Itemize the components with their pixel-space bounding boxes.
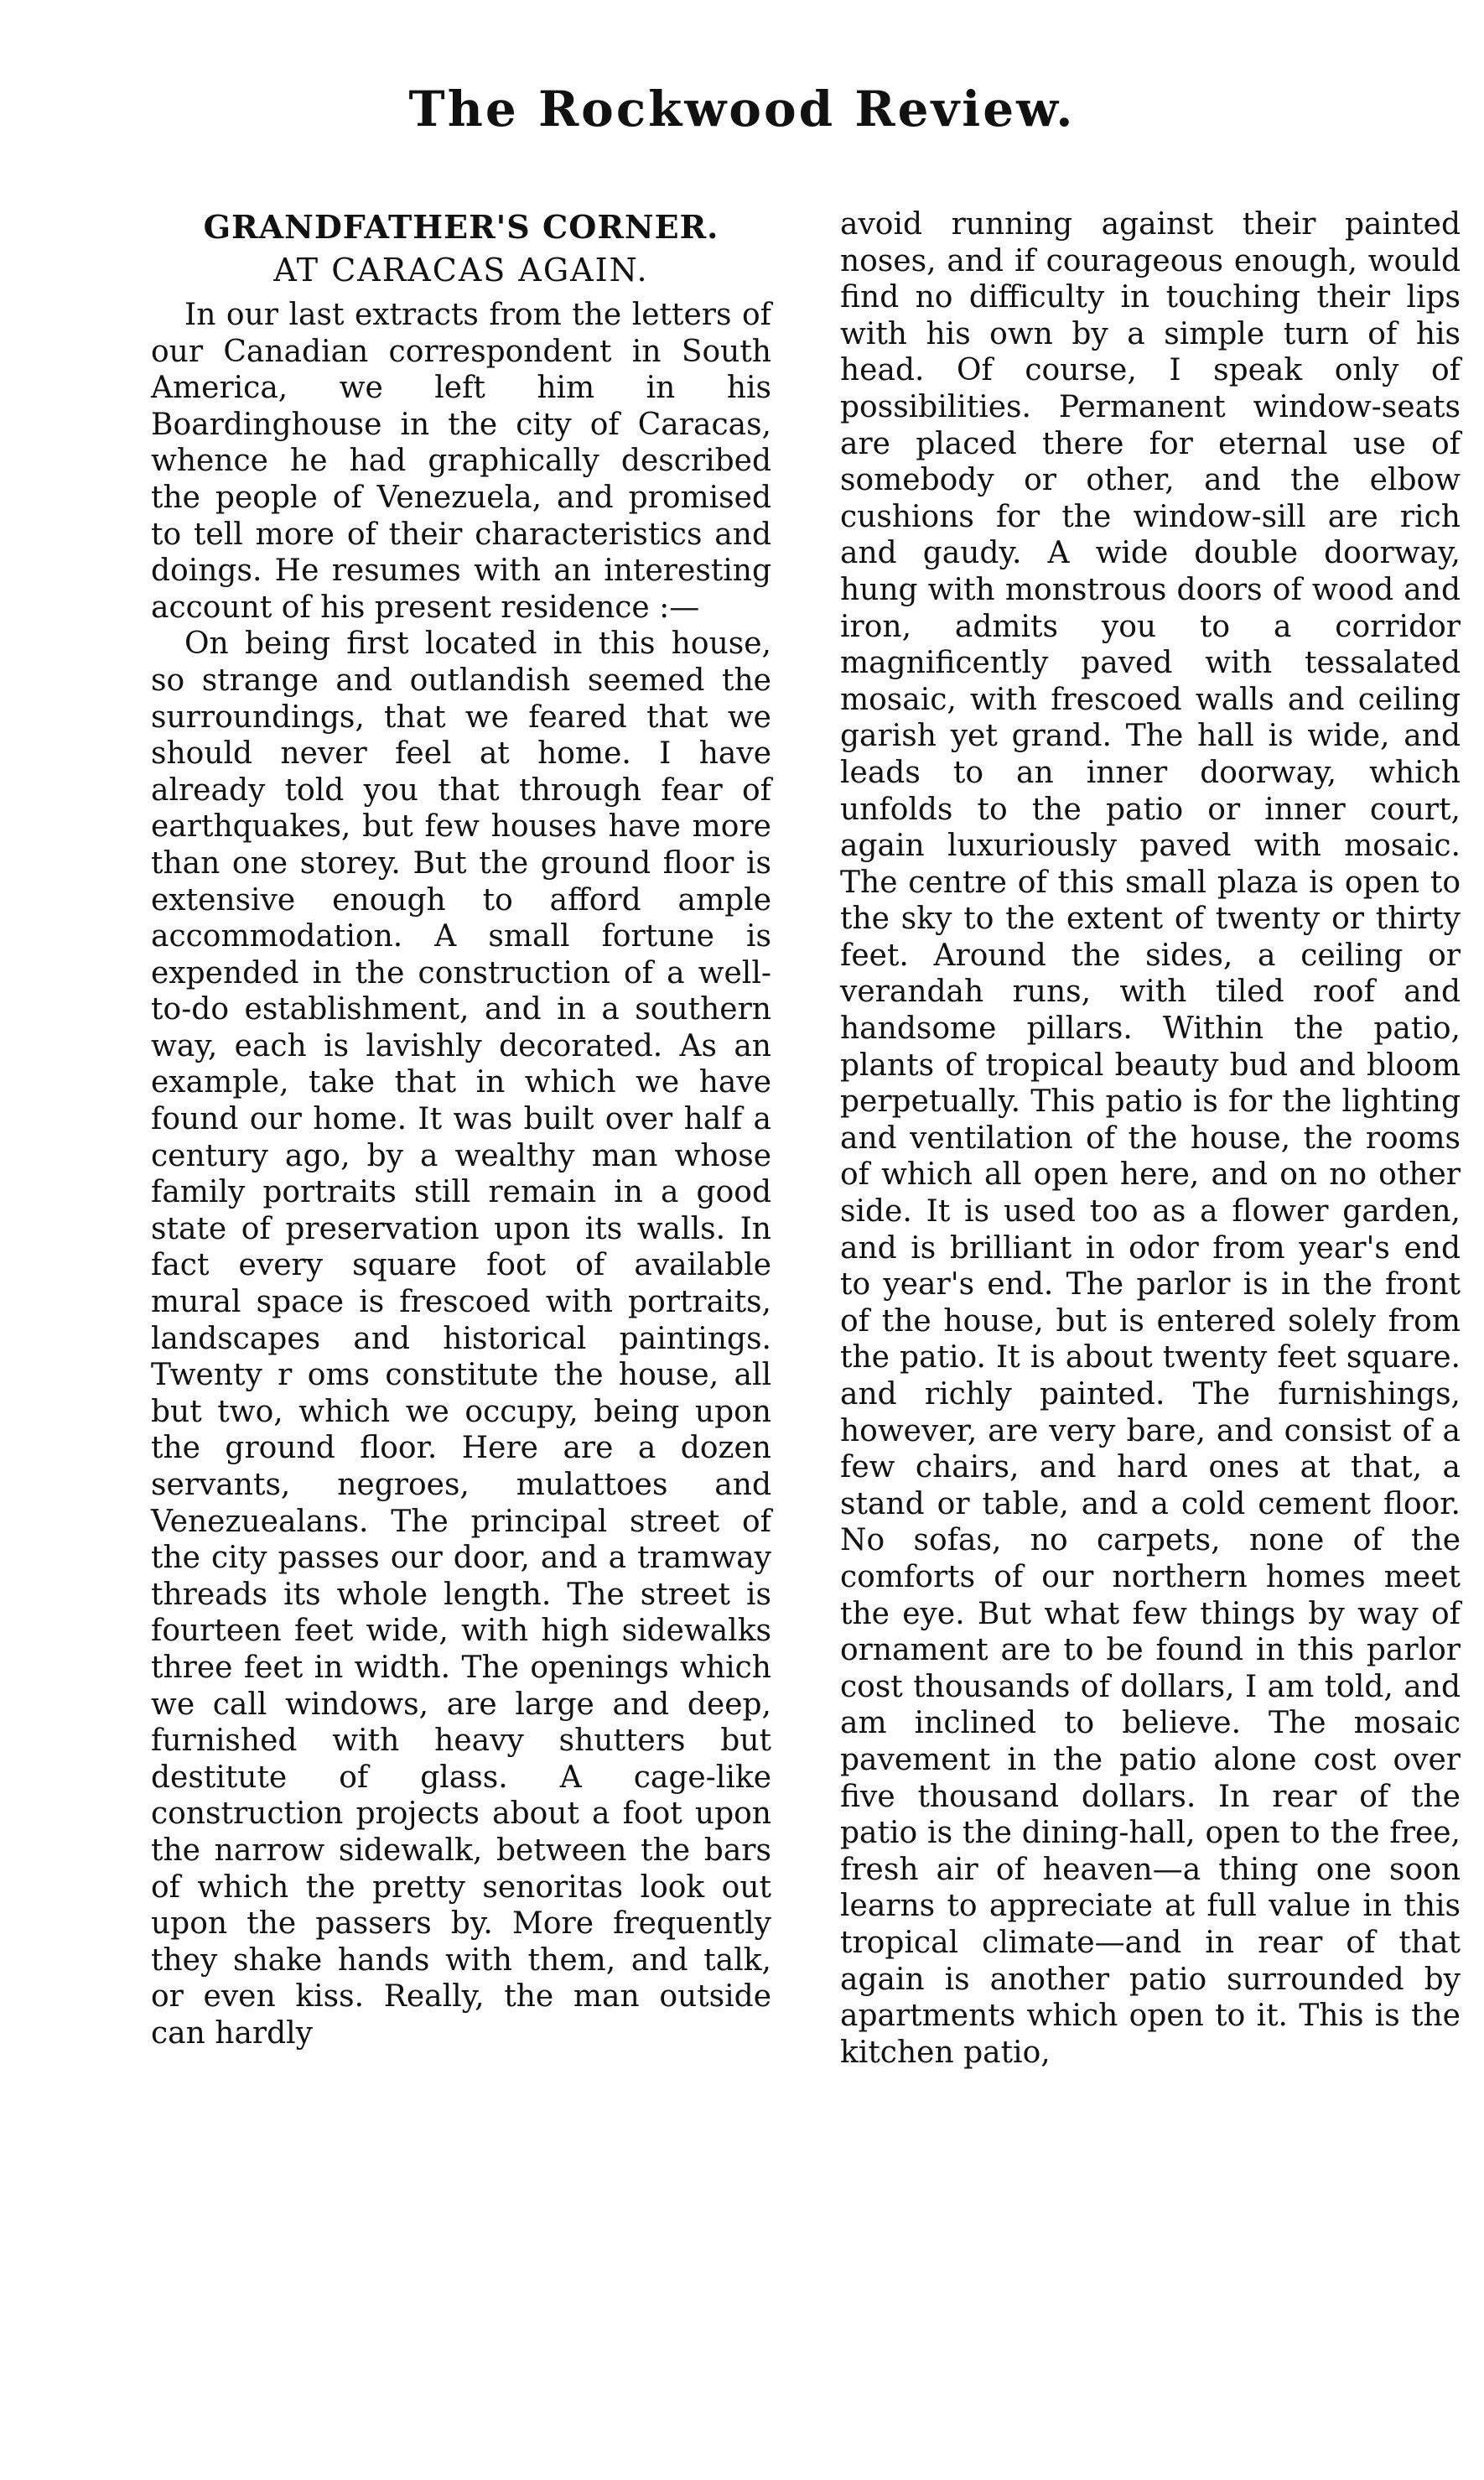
right-column <box>840 206 1461 2071</box>
article-subtitle: AT CARACAS AGAIN. <box>273 252 649 289</box>
section-title: GRANDFATHER'S CORNER. <box>203 208 719 246</box>
intro-paragraph: In our last extracts from the letters of our Canadian correspondent in South America, we left him in his Boardinghouse in the city of Caracas, whence he had graphically described the people of Venezuela, and promised to tell more of their characteristics and doings. He resumes with an interesting account of his present residence :— <box>151 298 771 625</box>
continuation-paragraph: avoid running against their painted noses, and if courageous enough, would find no difficulty in touching their lips with his own by a simple turn of his head. Of course, I speak only of possibilities. Permanent window-seats are placed there for eternal use of somebody or other, and the elbow cushions for the window-sill are rich and gaudy. A wide double doorway, hung with monstrous doors of wood and iron, admits you to a corridor magnificently paved with tessalated mosaic, with frescoed walls and ceiling garish yet grand. The hall is wide, and leads to an inner doorway, which unfolds to the patio or inner court, again luxuriously paved with mosaic. The centre of this small plaza is open to the sky to the extent of twenty or thirty feet. Around the sides, a ceiling or verandah runs, with tiled roof and handsome pillars. Within the patio, plants of tropical beauty bud and bloom perpetually. This patio is for the lighting and ventilation of the house, the rooms of which all open here, and on no other side. It is used too as a flower garden, and is brilliant in odor from year's end to year's end. The parlor is in the front of the house, but is entered solely from the patio. It is about twenty feet square. and richly painted. The furnishings, however, are very bare, and consist of a few chairs, and hard ones at that, a stand or table, and a cold cement floor. No sofas, no carpets, none of the comforts of our northern homes meet the eye. But what few things by way of ornament are to be found in this parlor cost thousands of dollars, I am told, and am inclined to believe. The mosaic pavement in the patio alone cost over five thousand dollars. In rear of the patio is the dining-hall, open to the free, fresh air of heaven—a thing one soon learns to appreciate at full value in this tropical climate—and in rear of that again is another patio surrounded by apartments which open to it. This is the kitchen patio, <box>840 207 1461 2070</box>
left-column <box>151 206 771 2052</box>
body-paragraph: On being first located in this house, so strange and outlandish seemed the surroundings, that we feared that we should never feel at home. I have already told you that through fear of earthquakes, but few houses have more than one storey. But the ground floor is extensive enough to afford ample accommodation. A small fortune is expended in the construction of a well-to-do establishment, and in a southern way, each is lavishly decorated. As an example, take that in which we have found our home. It was built over half a century ago, by a wealthy man whose family portraits still remain in a good state of preservation upon its walls. In fact every square foot of available mural space is frescoed with portraits, landscapes and historical paintings. Twenty r oms constitute the house, all but two, which we occupy, being upon the ground floor. Here are a dozen servants, negroes, mulattoes and Venezuealans. The principal street of the city passes our door, and a tramway threads its whole length. The street is fourteen feet wide, with high sidewalks three feet in width. The openings which we call windows, are large and deep, furnished with heavy shutters but destitute of glass. A cage-like construction projects about a foot upon the narrow sidewalk, between the bars of which the pretty senoritas look out upon the passers by. More frequently they shake hands with them, and talk, or even kiss. Really, the man outside can hardly <box>151 626 771 2051</box>
masthead-title: The Rockwood Review. <box>408 81 1076 138</box>
